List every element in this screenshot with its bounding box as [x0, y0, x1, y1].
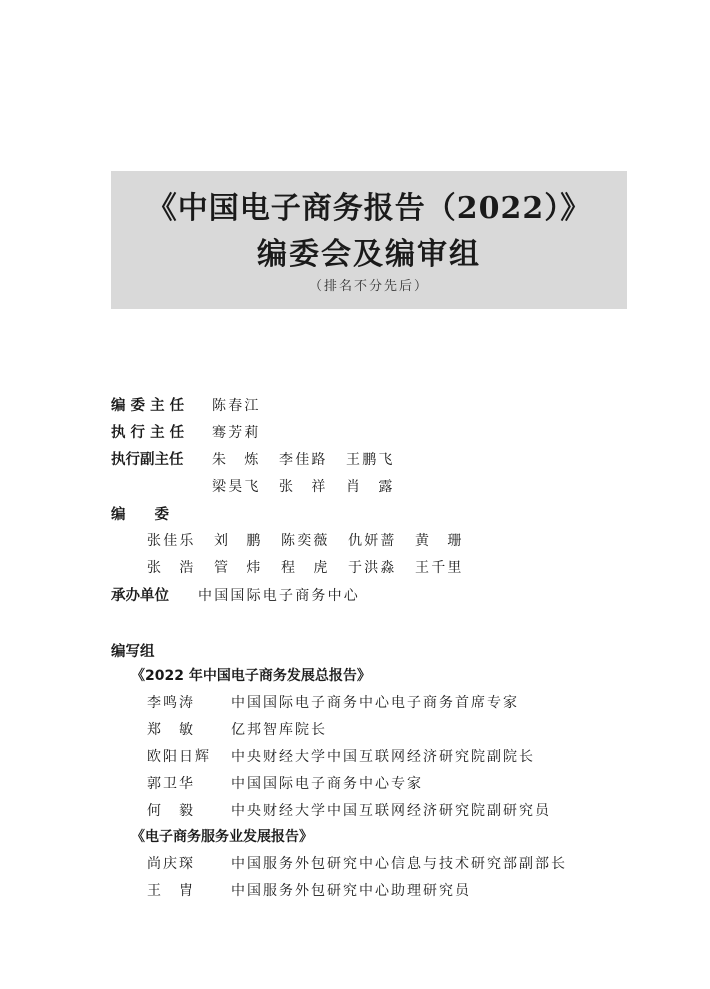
author-org: 中央财经大学中国互联网经济研究院副研究员: [231, 803, 551, 819]
author-name: 何 毅: [147, 803, 195, 819]
author-org: 中国国际电子商务中心电子商务首席专家: [231, 695, 519, 711]
members-label: 编 委: [111, 507, 169, 523]
exec-deputy-name: 王鹏飞: [346, 452, 395, 468]
member-name: 仇妍蔷: [348, 533, 397, 549]
writing-group-label: 编写组: [111, 644, 155, 660]
member-name: 程 虎: [281, 560, 330, 576]
author-org: 中央财经大学中国互联网经济研究院副院长: [231, 749, 535, 765]
member-name: 于洪淼: [348, 560, 397, 576]
section-title: 《电子商务服务业发展报告》: [131, 829, 313, 845]
author-name: 郑 敏: [147, 722, 195, 738]
author-name: 尚庆琛: [147, 856, 195, 872]
host-org: 中国国际电子商务中心: [198, 588, 360, 604]
author-name: 郭卫华: [147, 776, 195, 792]
host-label: 承办单位: [111, 588, 169, 604]
author-name: 李鸣涛: [147, 695, 195, 711]
title-box: [111, 171, 627, 309]
director-label: 编 委 主 任: [111, 398, 185, 414]
member-name: 张 浩: [147, 560, 196, 576]
member-name: 陈奕薇: [281, 533, 330, 549]
document-subtitle: 编委会及编审组: [257, 237, 481, 272]
director-name: 陈春江: [212, 398, 261, 414]
member-name: 管 炜: [214, 560, 263, 576]
exec-deputy-name: 李佳路: [279, 452, 328, 468]
author-org: 中国服务外包研究中心助理研究员: [231, 883, 471, 899]
member-name: 刘 鹏: [214, 533, 263, 549]
author-name: 欧阳日辉: [147, 749, 211, 765]
exec-director-label: 执 行 主 任: [111, 425, 185, 441]
author-org: 中国国际电子商务中心专家: [231, 776, 423, 792]
author-org: 亿邦智库院长: [231, 722, 327, 738]
exec-deputy-name: 张 祥: [279, 479, 328, 495]
exec-deputy-name: 梁昊飞: [212, 479, 261, 495]
exec-deputy-name: 肖 露: [346, 479, 395, 495]
exec-director-name: 骞芳莉: [212, 425, 261, 441]
exec-deputy-label: 执行副主任: [111, 452, 184, 468]
section-title: 《2022 年中国电子商务发展总报告》: [131, 668, 371, 684]
ordering-note: （排名不分先后）: [308, 279, 429, 294]
exec-deputy-name: 朱 炼: [212, 452, 261, 468]
member-name: 王千里: [415, 560, 464, 576]
author-org: 中国服务外包研究中心信息与技术研究部副部长: [231, 856, 567, 872]
author-name: 王 胄: [147, 883, 195, 899]
member-name: 黄 珊: [415, 533, 464, 549]
document-title: 《中国电子商务报告（2022）》: [146, 191, 592, 226]
member-name: 张佳乐: [147, 533, 196, 549]
